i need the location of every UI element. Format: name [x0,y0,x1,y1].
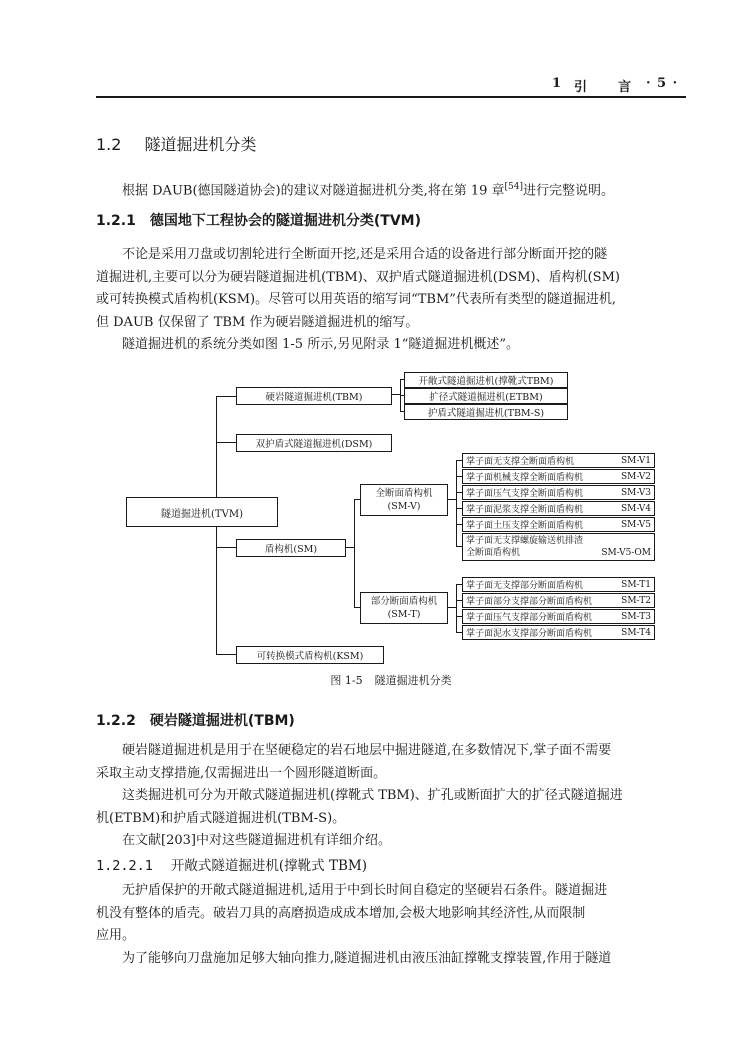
subsection-number: 1.2.2.1 [96,858,153,874]
subsection-1-2-2-heading [96,710,295,730]
leaf-sm-v3 [462,485,655,500]
leaf-sm-v4 [462,501,655,516]
node-sm-t [360,592,448,624]
leaf-name: 掌子面土压支撑全断面盾构机 [466,521,584,531]
section-number: 1.2 [96,135,122,154]
intro-paragraph [96,176,686,203]
leaf-code: SM-T2 [621,595,651,606]
text-line: 无护盾保护的开敞式隧道掘进机,适用于中到长时间自稳定的坚硬岩石条件。隧道掘进 [122,883,608,898]
leaf-sm-v2 [462,469,655,484]
intro-text-b: 进行完整说明。 [523,183,615,199]
intro-text-a: 根据 DAUB(德国隧道协会)的建议对隧道掘进机分类,将在第 19 章 [122,183,505,199]
subsection-number: 1.2.2 [96,713,136,729]
leaf-name: 掌子面压气支撑全断面盾构机 [466,489,584,499]
subsection-1-2-2-body [96,740,686,853]
figure-title: 隧道掘进机分类 [374,674,452,687]
subsection-1-2-2-1-heading [96,854,367,874]
leaf-name: 掌子面机械支撑全断面盾构机 [466,473,584,483]
text-line: 机(ETBM)和护盾式隧道掘进机(TBM-S)。 [96,810,346,826]
text-line: 道掘进机,主要可以分为硬岩隧道掘进机(TBM)、双护盾式隧道掘进机(DSM)、盾构机(SM) [96,269,620,285]
leaf-sm-t3 [462,609,655,624]
connector-line [354,499,355,607]
leaf-name: 掌子面部分支撑部分断面盾构机 [466,597,593,607]
node-etbm: 扩径式隧道掘进机(ETBM) [404,388,568,404]
text-line: 为了能够向刀盘施加足够大轴向推力,隧道掘进机由液压油缸撑靴支撑装置,作用于隧道 [122,950,612,966]
text-line: 或可转换模式盾构机(KSM)。尽管可以用英语的缩写词“TBM”代表所有类型的隧道掘进机, [96,292,617,307]
node-sm-t-label: 部分断面盾构机 [370,596,438,607]
text-line: 这类掘进机可分为开敞式隧道掘进机(撑靴式 TBM)、扩孔或断面扩大的扩径式隧道掘进 [122,788,623,803]
connector-line [216,442,236,443]
leaf-code: SM-V5 [621,519,651,530]
leaf-name-line2: 全断面盾构机 [466,548,521,558]
tvm-classification-diagram [96,364,686,674]
leaf-code: SM-V2 [621,471,651,482]
text-line: 采取主动支撑措施,仅需掘进出一个圆形隧道断面。 [96,765,387,781]
subsection-1-2-1-body [96,244,686,357]
header-rule [96,96,686,98]
leaf-code: SM-V1 [621,455,651,466]
header-chapter-num: 1 [552,76,563,91]
subsection-1-2-2-1-body [96,880,686,970]
intro-citation: [54] [504,182,524,192]
node-tbm-open: 开敞式隧道掘进机(撑靴式TBM) [404,372,568,388]
connector-line [216,396,236,397]
subsection-title: 德国地下工程协会的隧道掘进机分类(TVM) [149,213,421,229]
node-sm-t-code: (SM-T) [387,609,421,620]
text-line: 但 DAUB 仅保留了 TBM 作为硬岩隧道掘进机的缩写。 [96,314,419,330]
node-dsm: 双护盾式隧道掘进机(DSM) [236,434,392,452]
section-title: 隧道掘进机分类 [144,135,257,154]
leaf-sm-t1 [462,577,655,592]
leaf-sm-v1 [462,453,655,468]
connector-line [456,460,457,547]
node-sm-v-label: 全断面盾构机 [375,488,433,499]
leaf-sm-t2 [462,593,655,608]
leaf-code: SM-T1 [621,579,651,590]
leaf-name: 掌子面泥浆支撑全断面盾构机 [466,505,584,515]
connector-line [456,584,457,633]
leaf-name: 掌子面压气支撑部分断面盾构机 [466,613,593,623]
node-tbm-s: 护盾式隧道掘进机(TBM-S) [404,404,568,420]
leaf-name: 掌子面无支撑全断面盾构机 [466,457,575,467]
connector-line [392,394,400,395]
node-sm-v-code: (SM-V) [387,501,421,512]
figure-number: 图 1-5 [330,674,363,687]
section-heading [96,132,257,155]
node-sm-v [360,484,448,516]
leaf-code: SM-V5-OM [601,548,651,558]
text-line: 硬岩隧道掘进机是用于在坚硬稳定的岩石地层中掘进隧道,在多数情况下,掌子面不需要 [122,743,612,758]
text-line: 隧道掘进机的系统分类如图 1-5 所示,另见附录 1“隧道掘进机概述”。 [122,337,520,352]
leaf-name: 掌子面泥水支撑部分断面盾构机 [466,629,593,639]
figure-caption [96,672,686,688]
text-line: 在文献[203]中对这些隧道掘进机有详细介绍。 [122,833,391,848]
subsection-1-2-1-heading [96,210,421,230]
leaf-code: SM-V4 [621,503,651,514]
leaf-code: SM-V3 [621,487,651,498]
leaf-name-line1: 掌子面无支撑螺旋输送机排渣 [466,536,584,546]
connector-line [216,547,236,548]
leaf-code: SM-T3 [621,611,651,622]
header-page-number: · 5 · [646,76,679,91]
leaf-sm-v5 [462,517,655,532]
text-line: 机没有整体的盾壳。破岩刀具的高磨损造成成本增加,会极大地影响其经济性,从而限制 [96,905,586,921]
node-ksm: 可转换模式盾构机(KSM) [236,646,384,664]
header-chapter-title-b: 言 [618,80,633,95]
node-sm: 盾构机(SM) [236,539,346,557]
leaf-code: SM-T4 [621,627,651,638]
leaf-sm-t4 [462,625,655,640]
subsection-number: 1.2.1 [96,213,136,229]
connector-line [216,654,236,655]
header-chapter-title-a: 引 [574,80,589,95]
node-tbm: 硬岩隧道掘进机(TBM) [236,387,392,405]
leaf-sm-v5-om [462,533,655,561]
subsection-title: 硬岩隧道掘进机(TBM) [149,713,295,729]
text-line: 不论是采用刀盘或切割轮进行全断面开挖,还是采用合适的设备进行部分断面开挖的隧 [122,247,608,262]
leaf-name: 掌子面无支撑部分断面盾构机 [466,581,584,591]
subsection-title: 开敞式隧道掘进机(撑靴式 TBM) [170,858,367,874]
text-line: 应用。 [96,928,136,943]
node-tvm: 隧道掘进机(TVM) [126,497,278,527]
